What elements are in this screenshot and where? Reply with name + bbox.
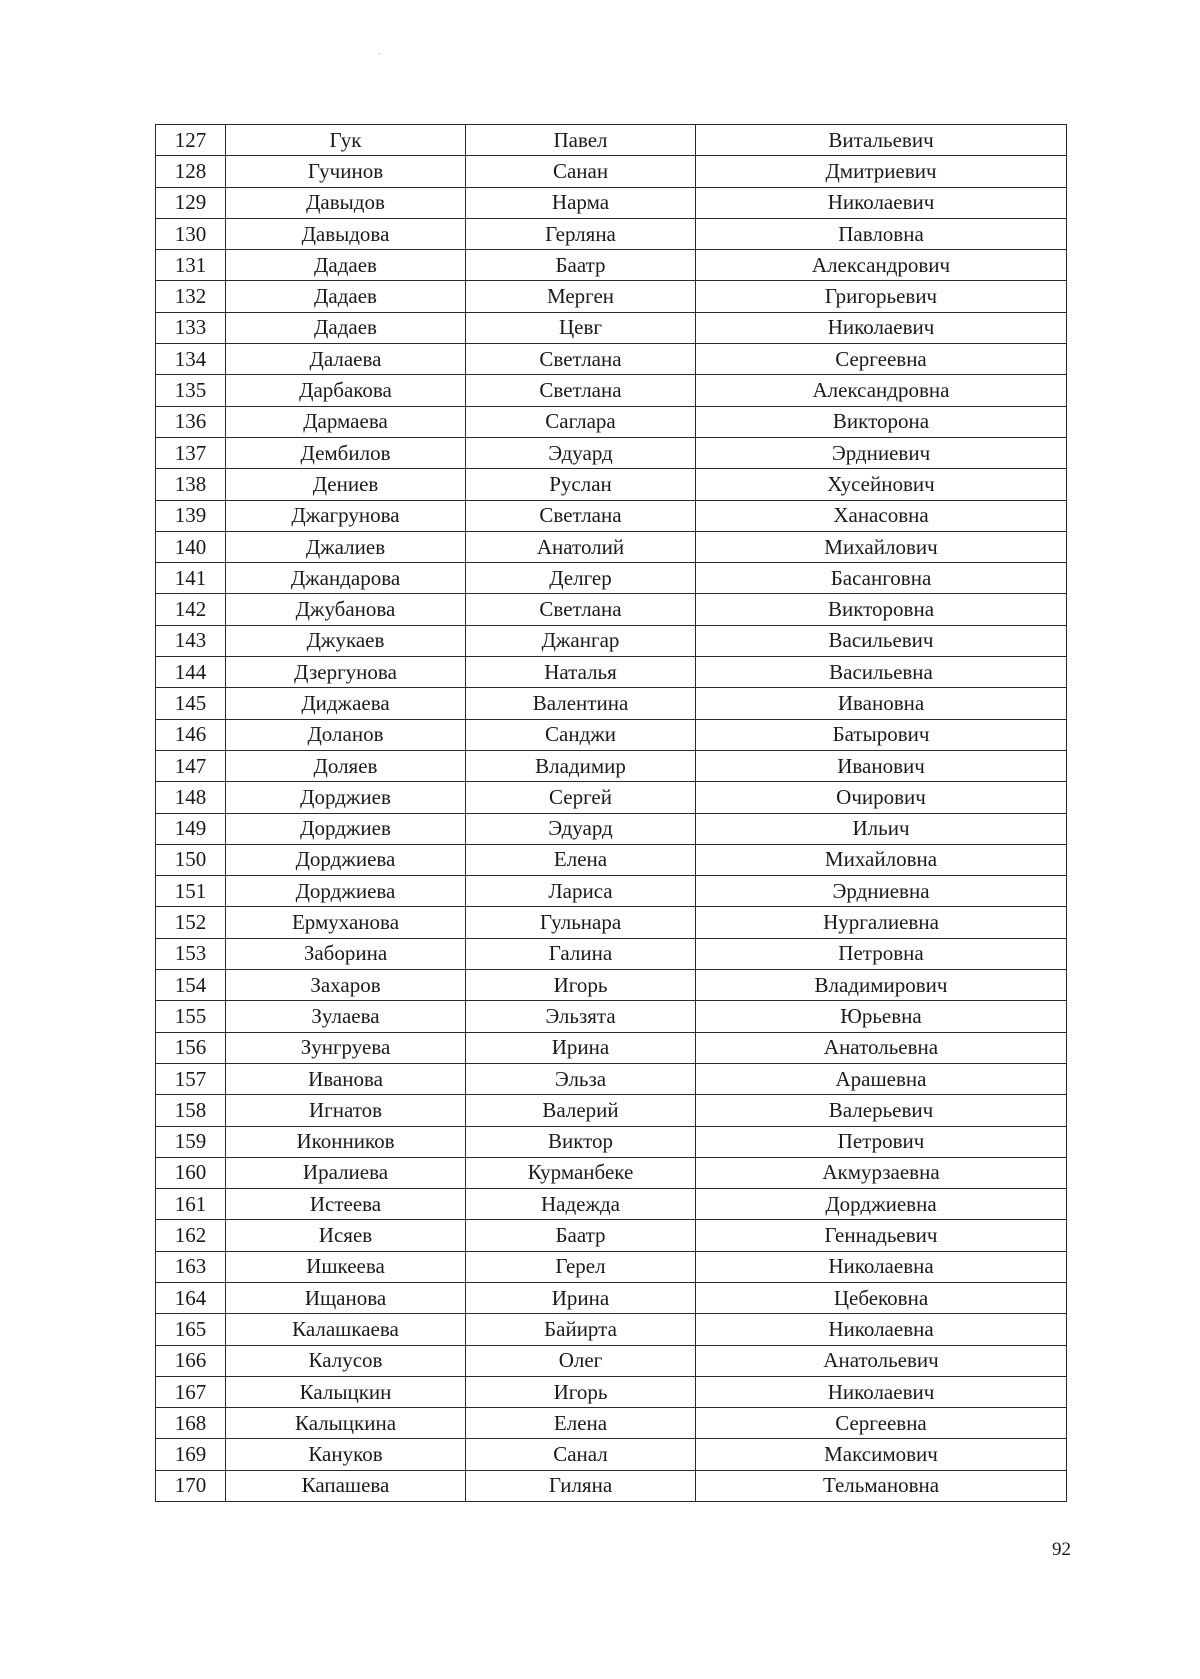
table-row: [156, 1282, 1067, 1313]
last-name-cell: Капашева: [226, 1470, 466, 1501]
patronymic-cell: Владимирович: [696, 970, 1067, 1001]
row-number-cell: 167: [156, 1376, 226, 1407]
last-name-cell: Дорджиев: [226, 813, 466, 844]
last-name-cell: Дениев: [226, 469, 466, 500]
last-name-cell: Захаров: [226, 970, 466, 1001]
first-name-cell: Виктор: [466, 1126, 696, 1157]
row-number-cell: 149: [156, 813, 226, 844]
first-name-cell: Надежда: [466, 1189, 696, 1220]
last-name-cell: Джандарова: [226, 563, 466, 594]
patronymic-cell: Геннадьевич: [696, 1220, 1067, 1251]
first-name-cell: Гиляна: [466, 1470, 696, 1501]
table-row: [156, 750, 1067, 781]
first-name-cell: Ирина: [466, 1032, 696, 1063]
first-name-cell: Игорь: [466, 1376, 696, 1407]
first-name-cell: Елена: [466, 1408, 696, 1439]
row-number-cell: 150: [156, 844, 226, 875]
row-number-cell: 162: [156, 1220, 226, 1251]
row-number-cell: 146: [156, 719, 226, 750]
first-name-cell: Джангар: [466, 625, 696, 656]
patronymic-cell: Хусейнович: [696, 469, 1067, 500]
table-row: [156, 1189, 1067, 1220]
first-name-cell: Эльзята: [466, 1001, 696, 1032]
row-number-cell: 143: [156, 625, 226, 656]
table-row: [156, 406, 1067, 437]
first-name-cell: Валентина: [466, 688, 696, 719]
row-number-cell: 131: [156, 250, 226, 281]
last-name-cell: Дармаева: [226, 406, 466, 437]
first-name-cell: Светлана: [466, 594, 696, 625]
row-number-cell: 147: [156, 750, 226, 781]
table-row: [156, 970, 1067, 1001]
table-row: [156, 469, 1067, 500]
patronymic-cell: Николаевич: [696, 1376, 1067, 1407]
first-name-cell: Эльза: [466, 1063, 696, 1094]
table-row: [156, 1157, 1067, 1188]
first-name-cell: Олег: [466, 1345, 696, 1376]
last-name-cell: Иванова: [226, 1063, 466, 1094]
row-number-cell: 151: [156, 876, 226, 907]
patronymic-cell: Александровна: [696, 375, 1067, 406]
patronymic-cell: Валерьевич: [696, 1095, 1067, 1126]
table-row: [156, 1063, 1067, 1094]
patronymic-cell: Басанговна: [696, 563, 1067, 594]
patronymic-cell: Петрович: [696, 1126, 1067, 1157]
row-number-cell: 155: [156, 1001, 226, 1032]
table-row: [156, 250, 1067, 281]
row-number-cell: 138: [156, 469, 226, 500]
table-row: [156, 344, 1067, 375]
patronymic-cell: Васильевна: [696, 657, 1067, 688]
row-number-cell: 166: [156, 1345, 226, 1376]
patronymic-cell: Викторовна: [696, 594, 1067, 625]
first-name-cell: Галина: [466, 938, 696, 969]
patronymic-cell: Анатольевна: [696, 1032, 1067, 1063]
first-name-cell: Герляна: [466, 218, 696, 249]
last-name-cell: Доляев: [226, 750, 466, 781]
last-name-cell: Ищанова: [226, 1282, 466, 1313]
last-name-cell: Дадаев: [226, 250, 466, 281]
last-name-cell: Иконников: [226, 1126, 466, 1157]
row-number-cell: 161: [156, 1189, 226, 1220]
row-number-cell: 160: [156, 1157, 226, 1188]
table-row: [156, 1095, 1067, 1126]
patronymic-cell: Михайлович: [696, 531, 1067, 562]
patronymic-cell: Михайловна: [696, 844, 1067, 875]
patronymic-cell: Эрдниевна: [696, 876, 1067, 907]
patronymic-cell: Витальевич: [696, 125, 1067, 156]
patronymic-cell: Дмитриевич: [696, 156, 1067, 187]
patronymic-cell: Григорьевич: [696, 281, 1067, 312]
last-name-cell: Дорджиев: [226, 782, 466, 813]
table-row: [156, 625, 1067, 656]
patronymic-cell: Ильич: [696, 813, 1067, 844]
row-number-cell: 145: [156, 688, 226, 719]
first-name-cell: Санал: [466, 1439, 696, 1470]
table-row: [156, 719, 1067, 750]
table-row: [156, 563, 1067, 594]
table-row: [156, 187, 1067, 218]
patronymic-cell: Дорджиевна: [696, 1189, 1067, 1220]
row-number-cell: 141: [156, 563, 226, 594]
first-name-cell: Цевг: [466, 312, 696, 343]
first-name-cell: Санан: [466, 156, 696, 187]
last-name-cell: Истеева: [226, 1189, 466, 1220]
patronymic-cell: Ивановна: [696, 688, 1067, 719]
table-row: [156, 312, 1067, 343]
row-number-cell: 132: [156, 281, 226, 312]
table-row: [156, 1126, 1067, 1157]
last-name-cell: Гук: [226, 125, 466, 156]
table-row: [156, 907, 1067, 938]
row-number-cell: 127: [156, 125, 226, 156]
table-row: [156, 688, 1067, 719]
first-name-cell: Мерген: [466, 281, 696, 312]
row-number-cell: 165: [156, 1314, 226, 1345]
patronymic-cell: Батырович: [696, 719, 1067, 750]
first-name-cell: Саглара: [466, 406, 696, 437]
row-number-cell: 142: [156, 594, 226, 625]
patronymic-cell: Павловна: [696, 218, 1067, 249]
last-name-cell: Калыцкина: [226, 1408, 466, 1439]
patronymic-cell: Цебековна: [696, 1282, 1067, 1313]
table-row: [156, 1032, 1067, 1063]
patronymic-cell: Сергеевна: [696, 1408, 1067, 1439]
patronymic-cell: Николаевич: [696, 187, 1067, 218]
last-name-cell: Диджаева: [226, 688, 466, 719]
page-number: 92: [1052, 1539, 1071, 1560]
last-name-cell: Ермуханова: [226, 907, 466, 938]
patronymic-cell: Ханасовна: [696, 500, 1067, 531]
last-name-cell: Дарбакова: [226, 375, 466, 406]
first-name-cell: Светлана: [466, 375, 696, 406]
first-name-cell: Баатр: [466, 250, 696, 281]
first-name-cell: Байирта: [466, 1314, 696, 1345]
patronymic-cell: Николаевна: [696, 1251, 1067, 1282]
last-name-cell: Дадаев: [226, 281, 466, 312]
table-row: [156, 125, 1067, 156]
last-name-cell: Кануков: [226, 1439, 466, 1470]
last-name-cell: Дорджиева: [226, 876, 466, 907]
patronymic-cell: Нургалиевна: [696, 907, 1067, 938]
row-number-cell: 158: [156, 1095, 226, 1126]
patronymic-cell: Николаевич: [696, 312, 1067, 343]
patronymic-cell: Васильевич: [696, 625, 1067, 656]
first-name-cell: Санджи: [466, 719, 696, 750]
last-name-cell: Давыдов: [226, 187, 466, 218]
last-name-cell: Дембилов: [226, 437, 466, 468]
table-row: [156, 1220, 1067, 1251]
row-number-cell: 168: [156, 1408, 226, 1439]
table-row: [156, 1376, 1067, 1407]
table-row: [156, 1470, 1067, 1501]
table-row: [156, 782, 1067, 813]
first-name-cell: Эдуард: [466, 813, 696, 844]
patronymic-cell: Акмурзаевна: [696, 1157, 1067, 1188]
first-name-cell: Ирина: [466, 1282, 696, 1313]
last-name-cell: Гучинов: [226, 156, 466, 187]
table-row: [156, 375, 1067, 406]
patronymic-cell: Александрович: [696, 250, 1067, 281]
last-name-cell: Давыдова: [226, 218, 466, 249]
first-name-cell: Валерий: [466, 1095, 696, 1126]
patronymic-cell: Эрдниевич: [696, 437, 1067, 468]
row-number-cell: 148: [156, 782, 226, 813]
patronymic-cell: Максимович: [696, 1439, 1067, 1470]
first-name-cell: Лариса: [466, 876, 696, 907]
last-name-cell: Джукаев: [226, 625, 466, 656]
last-name-cell: Заборина: [226, 938, 466, 969]
first-name-cell: Павел: [466, 125, 696, 156]
row-number-cell: 130: [156, 218, 226, 249]
row-number-cell: 137: [156, 437, 226, 468]
roster-table-body: [156, 125, 1067, 1502]
table-row: [156, 1251, 1067, 1282]
first-name-cell: Руслан: [466, 469, 696, 500]
first-name-cell: Курманбеке: [466, 1157, 696, 1188]
row-number-cell: 140: [156, 531, 226, 562]
first-name-cell: Наталья: [466, 657, 696, 688]
last-name-cell: Иралиева: [226, 1157, 466, 1188]
table-row: [156, 876, 1067, 907]
row-number-cell: 139: [156, 500, 226, 531]
table-row: [156, 218, 1067, 249]
patronymic-cell: Анатольевич: [696, 1345, 1067, 1376]
table-row: [156, 1001, 1067, 1032]
row-number-cell: 163: [156, 1251, 226, 1282]
table-row: [156, 1439, 1067, 1470]
first-name-cell: Баатр: [466, 1220, 696, 1251]
last-name-cell: Зулаева: [226, 1001, 466, 1032]
first-name-cell: Герел: [466, 1251, 696, 1282]
first-name-cell: Гульнара: [466, 907, 696, 938]
last-name-cell: Дзергунова: [226, 657, 466, 688]
table-row: [156, 1345, 1067, 1376]
patronymic-cell: Иванович: [696, 750, 1067, 781]
patronymic-cell: Юрьевна: [696, 1001, 1067, 1032]
first-name-cell: Игорь: [466, 970, 696, 1001]
table-row: [156, 938, 1067, 969]
row-number-cell: 134: [156, 344, 226, 375]
patronymic-cell: Сергеевна: [696, 344, 1067, 375]
row-number-cell: 170: [156, 1470, 226, 1501]
last-name-cell: Калашкаева: [226, 1314, 466, 1345]
last-name-cell: Игнатов: [226, 1095, 466, 1126]
row-number-cell: 135: [156, 375, 226, 406]
last-name-cell: Дадаев: [226, 312, 466, 343]
table-row: [156, 500, 1067, 531]
first-name-cell: Светлана: [466, 500, 696, 531]
first-name-cell: Сергей: [466, 782, 696, 813]
scan-speck: [378, 53, 380, 54]
table-row: [156, 281, 1067, 312]
first-name-cell: Елена: [466, 844, 696, 875]
roster-table: [155, 124, 1067, 1502]
table-row: [156, 1408, 1067, 1439]
first-name-cell: Нарма: [466, 187, 696, 218]
table-row: [156, 594, 1067, 625]
first-name-cell: Владимир: [466, 750, 696, 781]
row-number-cell: 152: [156, 907, 226, 938]
last-name-cell: Ишкеева: [226, 1251, 466, 1282]
row-number-cell: 164: [156, 1282, 226, 1313]
table-row: [156, 813, 1067, 844]
row-number-cell: 156: [156, 1032, 226, 1063]
last-name-cell: Джалиев: [226, 531, 466, 562]
last-name-cell: Зунгруева: [226, 1032, 466, 1063]
last-name-cell: Далаева: [226, 344, 466, 375]
patronymic-cell: Тельмановна: [696, 1470, 1067, 1501]
last-name-cell: Исяев: [226, 1220, 466, 1251]
patronymic-cell: Петровна: [696, 938, 1067, 969]
patronymic-cell: Николаевна: [696, 1314, 1067, 1345]
last-name-cell: Калыцкин: [226, 1376, 466, 1407]
table-row: [156, 844, 1067, 875]
row-number-cell: 136: [156, 406, 226, 437]
table-row: [156, 437, 1067, 468]
patronymic-cell: Викторона: [696, 406, 1067, 437]
first-name-cell: Делгер: [466, 563, 696, 594]
last-name-cell: Дорджиева: [226, 844, 466, 875]
row-number-cell: 144: [156, 657, 226, 688]
last-name-cell: Джагрунова: [226, 500, 466, 531]
table-row: [156, 531, 1067, 562]
patronymic-cell: Очирович: [696, 782, 1067, 813]
last-name-cell: Джубанова: [226, 594, 466, 625]
row-number-cell: 153: [156, 938, 226, 969]
table-row: [156, 1314, 1067, 1345]
last-name-cell: Доланов: [226, 719, 466, 750]
table-row: [156, 156, 1067, 187]
row-number-cell: 169: [156, 1439, 226, 1470]
row-number-cell: 129: [156, 187, 226, 218]
last-name-cell: Калусов: [226, 1345, 466, 1376]
patronymic-cell: Арашевна: [696, 1063, 1067, 1094]
row-number-cell: 157: [156, 1063, 226, 1094]
row-number-cell: 159: [156, 1126, 226, 1157]
first-name-cell: Анатолий: [466, 531, 696, 562]
table-row: [156, 657, 1067, 688]
row-number-cell: 128: [156, 156, 226, 187]
first-name-cell: Светлана: [466, 344, 696, 375]
row-number-cell: 154: [156, 970, 226, 1001]
row-number-cell: 133: [156, 312, 226, 343]
first-name-cell: Эдуард: [466, 437, 696, 468]
